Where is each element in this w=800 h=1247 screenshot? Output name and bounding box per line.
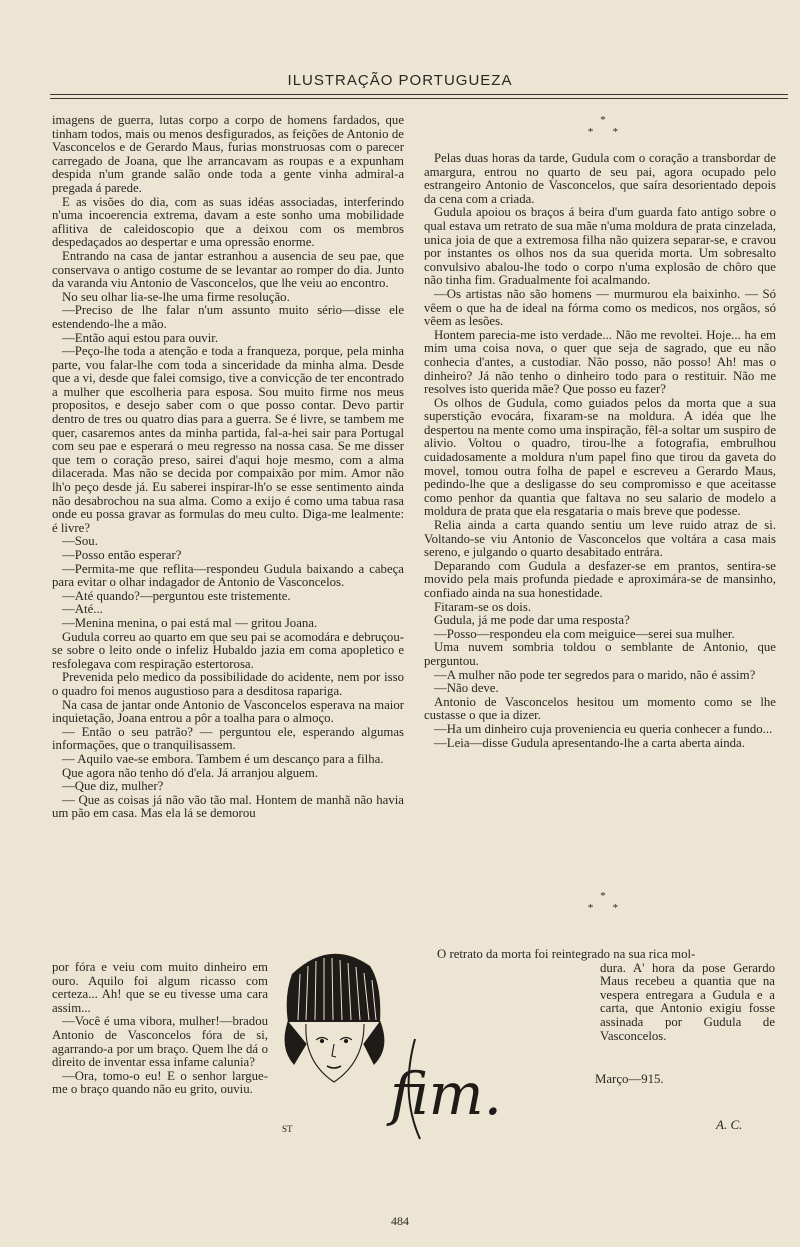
paragraph: —Então aqui estou para ouvir. (62, 330, 219, 345)
right-column (424, 152, 776, 750)
paragraph: — Que as coisas já não vão tão mal. Hontem de manhã não havia um pão em casa. Mas ela lá se demorou (52, 792, 404, 821)
section-break-stars (553, 114, 653, 138)
paragraph: Antonio de Vasconcelos hesitou um momento como se lhe custasse o que ia dizer. (424, 694, 776, 723)
paragraph: —Não deve. (434, 681, 499, 696)
paragraph: —Leia—disse Gudula apresentando-lhe a carta aberta ainda. (434, 735, 745, 750)
header-rule (50, 94, 788, 95)
paragraph: —Até quando?—perguntou este tristemente. (62, 588, 291, 603)
paragraph: Prevenida pelo medico da possibilidade do acidente, nem por isso o quadro foi menos augustioso para a desditosa rapariga. (52, 670, 404, 698)
paragraph: Gudula, já me pode dar uma resposta? (434, 613, 630, 628)
fim-lettering: fim. (390, 1060, 503, 1128)
paragraph: Na casa de jantar onde Antonio de Vasconcelos esperava na maior inquietação, Joana entrou a pôr a toalha para o almoço. (52, 697, 404, 726)
artist-monogram: ST (282, 1124, 293, 1134)
fim-illustration (270, 944, 560, 1144)
paragraph: No seu olhar lia-se-lhe uma firme resolução. (62, 289, 290, 304)
paragraph: —Menina menina, o pai está mal — gritou Joana. (62, 615, 318, 630)
paragraph: —Preciso de lhe falar n'um assunto muito sério—disse ele estendendo-lhe a mão. (52, 303, 404, 331)
star-row: * * (587, 126, 619, 138)
paragraph: E as visões do dia, com as suas idéas associadas, interferindo n'uma incoerencia extrema, davam a este sonho uma mobilidade aflitiva de caleidoscopio que a deixou com os membros despedaçados ao despertar e uma opressão enorme. (52, 194, 404, 250)
paragraph: —Sou. (62, 534, 98, 549)
paragraph: —Posso—respondeu ela com meiguice—serei sua mulher. (434, 626, 735, 641)
paragraph: Pelas duas horas da tarde, Gudula com o coração a transbordar de amargura, entrou no quarto de seu pai, agora ocupado pelo estrangeiro Antonio de Vasconcelos, que saíra desorientado depois da cena com a criada. (424, 151, 776, 206)
paragraph: —Até... (62, 602, 103, 617)
date-line: Março—915. (595, 1072, 664, 1086)
paragraph: imagens de guerra, lutas corpo a corpo de homens fardados, que tinham todos, mais ou menos desfigurados, as feições de Antonio de Vasconcelos e de Gerardo Maus, furias monstruosas com o parecer carregado de Joana, que lhe arrancavam as roupas e a expunham despida n'um grande salão onde toda a gente vinha admiral-a pregada á parede. (52, 113, 404, 195)
paragraph: —Que diz, mulher? (62, 779, 164, 794)
paragraph: Relia ainda a carta quando sentiu um leve ruido atraz de si. Voltando-se viu Antonio de Vasconcelos que voltára a casa mais sereno, e julgando o quarto desabitado entrára. (424, 518, 776, 560)
star-row: * * (587, 902, 619, 914)
closing-rest: dura. A' hora da pose Gerardo Maus recebeu a quantia que na vespera entregara a Gudula e a carta, que Antonio exigiu fosse assinada por Gudula de Vasconcelos. (600, 960, 775, 1043)
paragraph: Hontem parecia-me isto verdade... Não me revoltei. Hoje... ha em mim uma coisa nova, o quer que seja de sagrado, que eu não conhecia d'antes, a custodiar. Não posso, não posso! Ah! mas o dinheiro? Já não tenho o dinheiro todo para o restituir. Não me resolves isto querida mãe? Que posso eu fazer? (424, 327, 776, 397)
paragraph: —Permita-me que reflita—respondeu Gudula baixando a cabeça para evitar o olhar indagador de Antonio de Vasconcelos. (52, 561, 404, 590)
left-column (52, 114, 404, 821)
paragraph: —Ora, tomo-o eu! E o senhor largue-me o braço quando não eu grito, ouviu. (52, 1068, 268, 1097)
paragraph: —Posso então esperar? (62, 548, 182, 562)
paragraph: Fitaram-se os dois. (434, 599, 532, 614)
paragraph: Que agora não tenho dó d'ela. Já arranjou alguem. (62, 765, 319, 780)
paragraph: Gudula apoiou os braços á beira d'um guarda fato antigo sobre o qual estava um retrato de sua mãe n'uma moldura de prata cinzelada, unica joia de que a extremosa filha não quizera separar-se, e cravou por instantes os olhos nos da sua querida morta. Um sobresalto convulsivo abalou-lhe todo o corpo n'uma explosão de chôro que não tinha fim. Gradualmente foi acalmando. (424, 205, 776, 288)
paragraph: —Ha um dinheiro cuja proveniencia eu queria conhecer a fundo... (434, 721, 773, 736)
section-break-stars (553, 890, 653, 914)
paragraph: —A mulher não pode ter segredos para o marido, não é assim? (434, 667, 756, 682)
author-signature: A. C. (716, 1117, 743, 1132)
paragraph: Entrando na casa de jantar estranhou a ausencia de seu pae, que conservava o antigo costume de se levantar ao romper do dia. Junto da varanda viu Antonio de Vasconcelos, que lhe veiu ao encontro. (52, 248, 404, 291)
paragraph: —Os artistas não são homens — murmurou ela baixinho. — Só vêem o que ha de ideal na fórma como os medicos, nos orgãos, só vêem as lesões. (424, 286, 776, 329)
paragraph: — Então o seu patrão? — perguntou ele, esperando algumas informações, que o tranquilisassem. (52, 724, 404, 753)
page-number: 484 (391, 1214, 409, 1228)
star: * (600, 890, 606, 902)
paragraph: por fóra e veiu com muito dinheiro em ouro. Aquilo foi algum ricasso com certeza... Ah! que se eu tivesse uma cara assim... (52, 960, 268, 1015)
left-column-narrow (52, 961, 268, 1097)
paragraph: —Você é uma vibora, mulher!—bradou Antonio de Vasconcelos fóra de si, agarrando-a por um braço. Quem lhe dá o direito de inventar essa infame calunia? (52, 1014, 268, 1070)
paragraph: Uma nuvem sombria toldou o semblante de Antonio, que perguntou. (424, 640, 776, 668)
paragraph: — Aquilo vae-se embora. Tambem é um descanço para a filha. (62, 751, 384, 766)
paragraph: Os olhos de Gudula, como guiados pelos da morta que a sua superstição evocára, fixaram-se na moldura. A idéa que lhe despertou na mente como uma inspiração, fêl-a soltar um suspiro de alivio. Voltou o quadro, tirou-lhe a fotografia, embrulhou cuidadosamente a moldura n'um papel fino que tirou da gaveta do movel, tomou outra folha de papel e escreveu a Gerardo Maus, pedindo-lhe que a desligasse do seu compromisso e que aceitasse como penhor da quantia que faltava no seu salario de modelo a moldura de prata que ela resgataria o mais breve que podesse. (424, 395, 776, 519)
paragraph: —Peço-lhe toda a atenção e toda a franqueza, porque, pela minha parte, vou falar-lhe com toda a sinceridade da minha alma. Desde que a vi, desde que falei comsigo, tive a convicção de ter encontrado a mulher que escolheria para esposa. Sou muito firme nos meus propositos, e desejo saber com o que posso contar. Devo partir dentro de tres ou quatro dias para a guerra. Se é livre, se tambem me quer, casaremos antes da minha partida, fal-a-hei sair para Portugal com seu pae e esperará o meu regresso na nossa casa. Se me disser que tem o coração preso, sairei d'aqui hoje mesmo, com a alma dilacerada. Mas não se decida por compaixão por mim. Amor não lh'o peço desde já. Eu saberei inspirar-lh'o se esse sentimento ainda não desabrochou na sua alma. Como a exijo é como uma tabua rasa onde eu possa gravar as formulas do meu culto. Diga-me lealmente: é livre? (52, 344, 404, 535)
page-header: ILUSTRAÇÃO PORTUGUEZA (287, 72, 513, 89)
closing-lead: O retrato da morta foi reintegrado na sua rica mol- (437, 947, 696, 961)
paragraph: Deparando com Gudula a desfazer-se em prantos, sentira-se movido pela mais profunda piedade e aproximára-se de mansinho, confiado ainda na sua honestidade. (424, 558, 776, 600)
star: * (600, 114, 606, 126)
paragraph: Gudula correu ao quarto em que seu pai se acomodára e debruçou-se sobre o leito onde o infeliz Hubaldo jazia em coma apopletico e resfolegava com respiração estertorosa. (52, 629, 404, 671)
header-rule-thin (50, 98, 788, 99)
woman-portrait-illustration (285, 954, 384, 1082)
